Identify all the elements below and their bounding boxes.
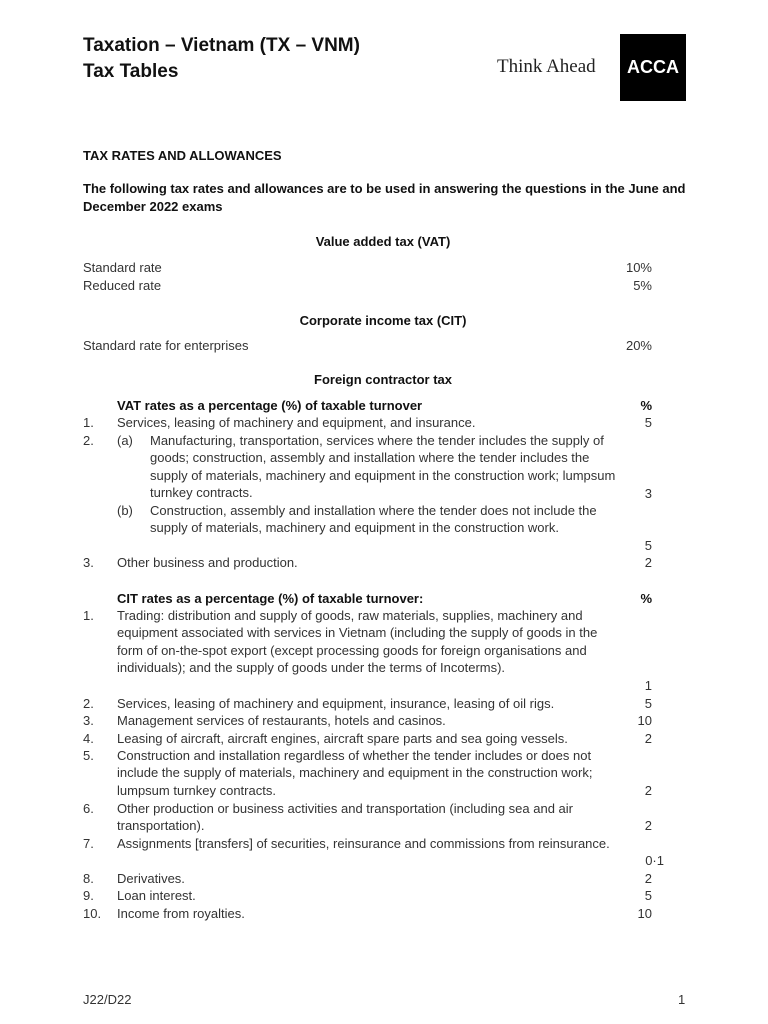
item-number: 1. xyxy=(83,415,94,430)
list-item-text: Loan interest. xyxy=(117,888,196,903)
fct-vat-subheading: VAT rates as a percentage (%) of taxable turnover xyxy=(117,398,423,413)
list-item-value: 2 xyxy=(644,731,652,746)
list-item-value: 5 xyxy=(644,696,652,711)
item-number: 10. xyxy=(83,906,102,921)
document-subtitle: Tax Tables xyxy=(83,61,179,82)
list-item-value: 2 xyxy=(644,555,652,570)
item-number: 1. xyxy=(83,608,94,623)
item-number: 8. xyxy=(83,871,94,886)
vat-heading: Value added tax (VAT) xyxy=(315,234,451,249)
vat-row-label: Reduced rate xyxy=(83,278,162,293)
list-item-text: Derivatives. xyxy=(117,871,185,886)
list-item-value: 10 xyxy=(637,713,652,728)
tagline: Think Ahead xyxy=(497,56,596,77)
fct-vat-pct-header: % xyxy=(640,398,652,413)
vat-row-value: 5% xyxy=(633,278,652,293)
vat-row-value: 10% xyxy=(625,260,652,275)
section-heading: TAX RATES AND ALLOWANCES xyxy=(83,148,282,163)
vat-row-label: Standard rate xyxy=(83,260,162,275)
list-item-text: Other business and production. xyxy=(117,555,298,570)
item-letter: (b) xyxy=(117,503,133,518)
list-item-value: 0·1 xyxy=(645,853,664,868)
list-item-text: Services, leasing of machinery and equipment, and insurance. xyxy=(117,415,476,430)
fct-heading: Foreign contractor tax xyxy=(314,372,452,387)
acca-logo: ACCA xyxy=(620,34,686,101)
document-title: Taxation – Vietnam (TX – VNM) xyxy=(83,35,360,56)
page-number: 1 xyxy=(678,992,686,1007)
fct-cit-subheading: CIT rates as a percentage (%) of taxable turnover: xyxy=(117,591,424,606)
item-number: 2. xyxy=(83,433,94,448)
item-letter: (a) xyxy=(117,433,133,448)
fct-cit-pct-header: % xyxy=(640,591,652,606)
item-number: 7. xyxy=(83,836,94,851)
list-item-text: Construction and installation regardless of whether the tender includes or does not include the supply of materials, machinery and equipment in the construction work; lumpsum turnkey contracts. xyxy=(117,748,593,798)
list-item-text: Trading: distribution and supply of goods, raw materials, supplies, machinery and equipment associated with services in Vietnam (including the supply of goods in the form of on-the-spot export (except processing goods for foreign organisations and individuals); and the supply of goods under the terms of Incoterms). xyxy=(117,608,598,676)
list-item-value: 5 xyxy=(644,538,652,553)
item-number: 2. xyxy=(83,696,94,711)
list-item-value: 10 xyxy=(637,906,652,921)
list-item-text: Manufacturing, transportation, services where the tender includes the supply of goods; construction, assembly and installation where the tender includes the supply of materials, machinery and equipment in the construction work; lumpsum turnkey contracts. xyxy=(150,433,616,501)
list-item-value: 3 xyxy=(644,486,652,501)
list-item-text: Assignments [transfers] of securities, reinsurance and commissions from reinsurance. xyxy=(117,836,610,851)
cit-row-label: Standard rate for enterprises xyxy=(83,338,249,353)
item-number: 3. xyxy=(83,555,94,570)
list-item-text: Income from royalties. xyxy=(117,906,245,921)
list-item-text: Management services of restaurants, hotels and casinos. xyxy=(117,713,446,728)
item-number: 9. xyxy=(83,888,94,903)
list-item-text: Construction, assembly and installation where the tender does not include the supply of materials, machinery and equipment in the construction work. xyxy=(150,503,597,536)
list-item-text: Services, leasing of machinery and equipment, insurance, leasing of oil rigs. xyxy=(117,696,555,711)
item-number: 5. xyxy=(83,748,94,763)
exam-code: J22/D22 xyxy=(83,992,132,1007)
list-item-value: 5 xyxy=(644,888,652,903)
item-number: 4. xyxy=(83,731,94,746)
list-item-value: 1 xyxy=(644,678,652,693)
list-item-value: 5 xyxy=(644,415,652,430)
intro-text: The following tax rates and allowances are to be used in answering the questions in the June and December 2022 exams xyxy=(83,181,686,214)
list-item-text: Leasing of aircraft, aircraft engines, aircraft spare parts and sea going vessels. xyxy=(117,731,568,746)
list-item-value: 2 xyxy=(644,818,652,833)
list-item-value: 2 xyxy=(644,871,652,886)
item-number: 6. xyxy=(83,801,94,816)
cit-heading: Corporate income tax (CIT) xyxy=(299,313,467,328)
cit-row-value: 20% xyxy=(625,338,652,353)
list-item-text: Other production or business activities and transportation (including sea and air transportation). xyxy=(117,801,573,834)
list-item-value: 2 xyxy=(644,783,652,798)
item-number: 3. xyxy=(83,713,94,728)
